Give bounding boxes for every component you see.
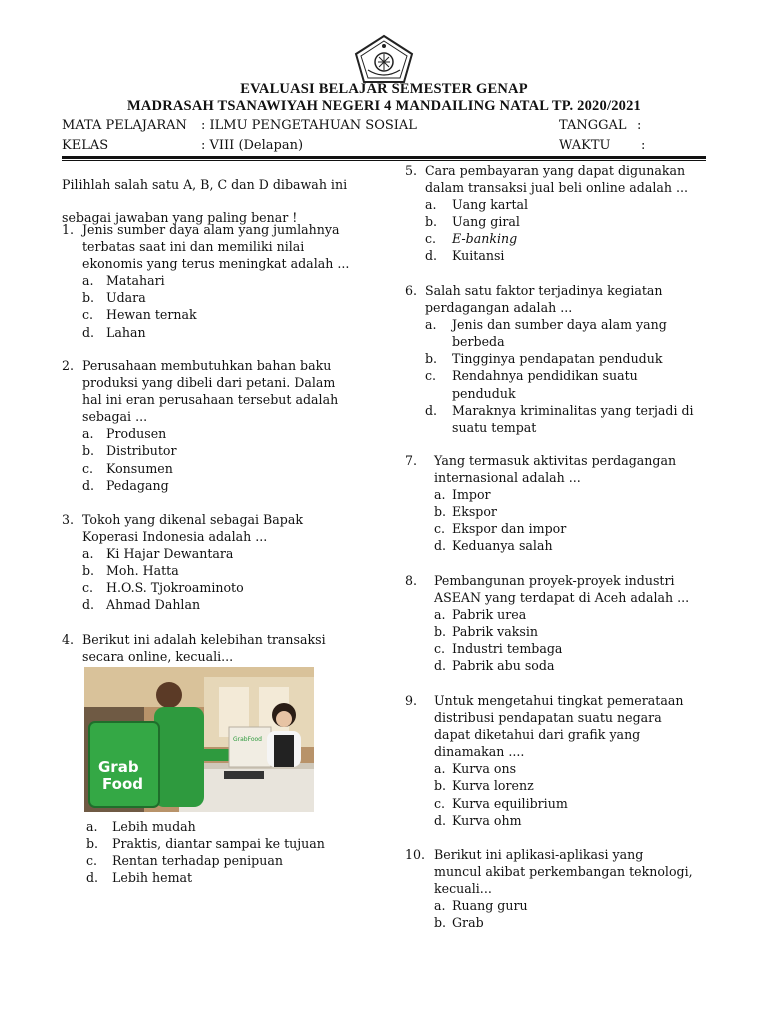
answer-option[interactable]	[405, 316, 705, 350]
option-text: Grab	[452, 915, 484, 931]
question-text-line: Perusahaan membutuhkan bahan baku	[82, 358, 332, 373]
answer-option[interactable]	[405, 402, 705, 436]
answer-option[interactable]	[62, 324, 362, 341]
question-text-line: dinamakan ....	[434, 744, 525, 760]
answer-option[interactable]	[62, 477, 362, 494]
option-letter: c.	[434, 521, 446, 537]
question-number: 6.	[405, 283, 418, 298]
question-text-line: dalam transaksi jual beli online adalah ...	[425, 180, 689, 196]
header-divider-thin	[62, 160, 706, 161]
instructions-line: sebagai jawaban yang paling benar !	[62, 209, 298, 225]
option-text: Rendahnya pendidikan suatu	[452, 368, 638, 384]
answer-option[interactable]	[62, 425, 362, 442]
option-text: Pedagang	[106, 477, 169, 493]
question-4-options	[62, 818, 362, 886]
answer-option[interactable]	[405, 777, 705, 794]
option-text: suatu tempat	[452, 419, 537, 435]
answer-option[interactable]	[62, 562, 362, 579]
answer-option[interactable]	[405, 196, 705, 213]
question-text-line: ASEAN yang terdapat di Aceh adalah ...	[434, 590, 690, 606]
question-text-line: perdagangan adalah ...	[425, 300, 573, 316]
question-6	[405, 282, 705, 436]
option-letter: b.	[425, 351, 438, 367]
option-text: Ruang guru	[452, 898, 528, 914]
question-9	[405, 692, 705, 829]
option-letter: c.	[82, 460, 94, 476]
time-label: WAKTU	[559, 138, 611, 153]
option-letter: a.	[82, 273, 94, 289]
option-letter: b.	[82, 443, 95, 459]
option-text: Hewan ternak	[106, 307, 197, 323]
question-1	[62, 221, 362, 341]
answer-option[interactable]	[62, 272, 362, 289]
answer-option[interactable]	[405, 503, 705, 520]
option-text: Impor	[452, 487, 491, 503]
date-label: TANGGAL	[559, 118, 627, 133]
question-text-line: produksi yang dibeli dari petani. Dalam	[82, 375, 336, 391]
option-text: Produsen	[106, 426, 167, 442]
option-letter: d.	[434, 812, 447, 828]
answer-option[interactable]	[62, 818, 362, 835]
question-text-line: Jenis sumber daya alam yang jumlahnya	[82, 222, 340, 237]
option-letter: c.	[82, 580, 94, 596]
header-divider-thick	[62, 156, 706, 159]
class-label: KELAS	[62, 138, 109, 153]
option-text: Kurva lorenz	[452, 778, 534, 794]
option-letter: b.	[425, 214, 438, 230]
option-text: Pabrik urea	[452, 607, 527, 623]
answer-option[interactable]	[405, 657, 705, 674]
question-text-line: ekonomis yang terus meningkat adalah ...	[82, 256, 350, 272]
question-number: 3.	[62, 512, 75, 527]
answer-option[interactable]	[405, 623, 705, 640]
option-letter: a.	[425, 197, 437, 213]
question-3	[62, 511, 362, 614]
class-value: : VIII (Delapan)	[201, 138, 304, 153]
answer-option[interactable]	[405, 367, 705, 401]
answer-option[interactable]	[62, 442, 362, 459]
answer-option[interactable]	[405, 537, 705, 554]
question-text-line: Berikut ini adalah kelebihan transaksi	[82, 632, 326, 647]
answer-option[interactable]	[405, 230, 705, 247]
option-letter: b.	[434, 624, 447, 640]
option-text: Matahari	[106, 273, 165, 289]
option-letter: a.	[86, 819, 98, 834]
option-text: Moh. Hatta	[106, 563, 179, 579]
answer-option[interactable]	[405, 606, 705, 623]
option-text: Tingginya pendapatan penduduk	[452, 351, 663, 367]
question-text-line: Koperasi Indonesia adalah ...	[82, 529, 268, 545]
option-text: Pabrik vaksin	[452, 624, 539, 640]
subject-label: MATA PELAJARAN	[62, 118, 187, 133]
shop-bag-label: GrabFood	[233, 736, 262, 743]
time-colon: :	[641, 138, 646, 153]
option-letter: a.	[434, 898, 446, 914]
option-letter: c.	[82, 307, 94, 323]
question-text-line: hal ini eran perusahaan tersebut adalah	[82, 392, 339, 408]
subject-value: : ILMU PENGETAHUAN SOSIAL	[201, 118, 417, 133]
answer-option[interactable]	[405, 897, 705, 914]
question-8	[405, 572, 705, 675]
option-text: Ki Hajar Dewantara	[106, 546, 234, 562]
option-text: Rentan terhadap penipuan	[112, 853, 283, 869]
option-letter: a.	[434, 761, 446, 777]
answer-option[interactable]	[62, 545, 362, 562]
answer-option[interactable]	[405, 812, 705, 829]
option-text: Lahan	[106, 324, 146, 340]
option-letter: a.	[82, 546, 94, 562]
grabfood-transaction-photo	[84, 667, 314, 812]
answer-option[interactable]	[62, 596, 362, 613]
option-text: Keduanya salah	[452, 538, 553, 554]
answer-option[interactable]	[62, 835, 362, 852]
question-text-line: internasional adalah ...	[434, 470, 581, 486]
option-letter: c.	[434, 641, 446, 657]
option-text: E-banking	[452, 231, 518, 247]
question-number: 1.	[62, 222, 75, 237]
question-text-line: Berikut ini aplikasi-aplikasi yang	[434, 847, 644, 862]
option-text: Praktis, diantar sampai ke tujuan	[112, 836, 325, 852]
option-letter: d.	[82, 324, 95, 340]
option-letter: d.	[425, 402, 438, 418]
bag-label-food: Food	[102, 775, 143, 793]
option-text: Jenis dan sumber daya alam yang	[452, 317, 667, 333]
option-letter: c.	[434, 795, 446, 811]
option-letter: d.	[434, 658, 447, 674]
question-number: 9.	[405, 693, 418, 708]
question-5	[405, 162, 705, 265]
option-text: Kurva equilibrium	[452, 795, 568, 811]
option-letter: a.	[425, 317, 437, 333]
option-letter: d.	[82, 477, 95, 493]
option-text: H.O.S. Tjokroaminoto	[106, 580, 244, 596]
answer-option[interactable]	[405, 486, 705, 503]
question-text-line: Cara pembayaran yang dapat digunakan	[425, 163, 686, 178]
option-text: Ekspor dan impor	[452, 521, 567, 537]
question-number: 2.	[62, 358, 75, 373]
question-text-line: muncul akibat perkembangan teknologi,	[434, 864, 693, 880]
option-text: Kurva ohm	[452, 812, 522, 828]
answer-option[interactable]	[405, 350, 705, 367]
answer-option[interactable]	[405, 914, 705, 931]
option-text: Lebih hemat	[112, 870, 193, 886]
option-letter: b.	[434, 504, 447, 520]
answer-option[interactable]	[62, 852, 362, 869]
option-text: Lebih mudah	[112, 819, 196, 834]
answer-option[interactable]	[62, 460, 362, 477]
question-text-line: secara online, kecuali...	[82, 649, 234, 665]
question-4	[62, 631, 362, 665]
question-text-line: distribusi pendapatan suatu negara	[434, 710, 662, 726]
option-text: Kurva ons	[452, 761, 517, 777]
bag-label-grab: Grab	[98, 758, 139, 776]
option-letter: c.	[425, 368, 437, 384]
question-text-line: dapat diketahui dari grafik yang	[434, 727, 641, 743]
option-text: Pabrik abu soda	[452, 658, 555, 674]
option-text: Ekspor	[452, 504, 497, 520]
option-letter: a.	[82, 426, 94, 442]
question-text-line: terbatas saat ini dan memiliki nilai	[82, 239, 305, 255]
answer-option[interactable]	[405, 795, 705, 812]
question-text-line: kecuali...	[434, 881, 492, 897]
option-letter: d.	[434, 538, 447, 554]
option-text: Industri tembaga	[452, 641, 563, 657]
question-text-line: Salah satu faktor terjadinya kegiatan	[425, 283, 663, 298]
question-text-line: Untuk mengetahui tingkat pemerataan	[434, 693, 684, 708]
question-7	[405, 452, 705, 555]
answer-option[interactable]	[405, 247, 705, 264]
option-letter: d.	[86, 870, 99, 886]
date-colon: :	[637, 118, 642, 133]
option-letter: d.	[82, 597, 95, 613]
question-10	[405, 846, 705, 931]
option-letter: d.	[425, 248, 438, 264]
answer-option[interactable]	[405, 213, 705, 230]
exam-title: EVALUASI BELAJAR SEMESTER GENAP	[240, 81, 528, 97]
question-text-line: sebagai ...	[82, 409, 148, 425]
option-letter: a.	[434, 607, 446, 623]
option-letter: c.	[86, 853, 98, 869]
option-letter: a.	[434, 487, 446, 503]
ministry-emblem-logo	[352, 34, 416, 86]
school-title: MADRASAH TSANAWIYAH NEGERI 4 MANDAILING NATAL TP. 2020/2021	[126, 98, 641, 114]
option-text: penduduk	[452, 385, 516, 401]
answer-option[interactable]	[62, 869, 362, 886]
option-letter: b.	[82, 290, 95, 306]
answer-option[interactable]	[62, 289, 362, 306]
instructions-line: Pilihlah salah satu A, B, C dan D dibawah ini	[62, 176, 348, 192]
answer-option[interactable]	[405, 760, 705, 777]
option-text: Maraknya kriminalitas yang terjadi di	[452, 402, 694, 418]
option-text: Konsumen	[106, 460, 173, 476]
option-text: Distributor	[106, 443, 177, 459]
option-text: Udara	[106, 290, 146, 306]
question-text-line: Tokoh yang dikenal sebagai Bapak	[82, 512, 304, 527]
question-text-line: Pembangunan proyek-proyek industri	[434, 573, 675, 588]
option-text: Kuitansi	[452, 248, 505, 264]
answer-option[interactable]	[62, 579, 362, 596]
option-letter: b.	[434, 915, 447, 931]
answer-option[interactable]	[405, 640, 705, 657]
question-number: 8.	[405, 573, 418, 588]
question-text-line: Yang termasuk aktivitas perdagangan	[434, 453, 677, 468]
answer-option[interactable]	[62, 306, 362, 323]
question-number: 5.	[405, 163, 418, 178]
option-letter: c.	[425, 231, 437, 247]
answer-option[interactable]	[405, 520, 705, 537]
option-letter: b.	[434, 778, 447, 794]
question-number: 10.	[405, 847, 426, 862]
option-text: berbeda	[452, 334, 505, 350]
question-number: 4.	[62, 632, 75, 647]
option-letter: b.	[86, 836, 99, 852]
question-number: 7.	[405, 453, 418, 468]
option-text: Uang kartal	[452, 197, 529, 213]
option-text: Uang giral	[452, 214, 520, 230]
option-letter: b.	[82, 563, 95, 579]
option-text: Ahmad Dahlan	[106, 597, 201, 613]
question-2	[62, 357, 362, 494]
